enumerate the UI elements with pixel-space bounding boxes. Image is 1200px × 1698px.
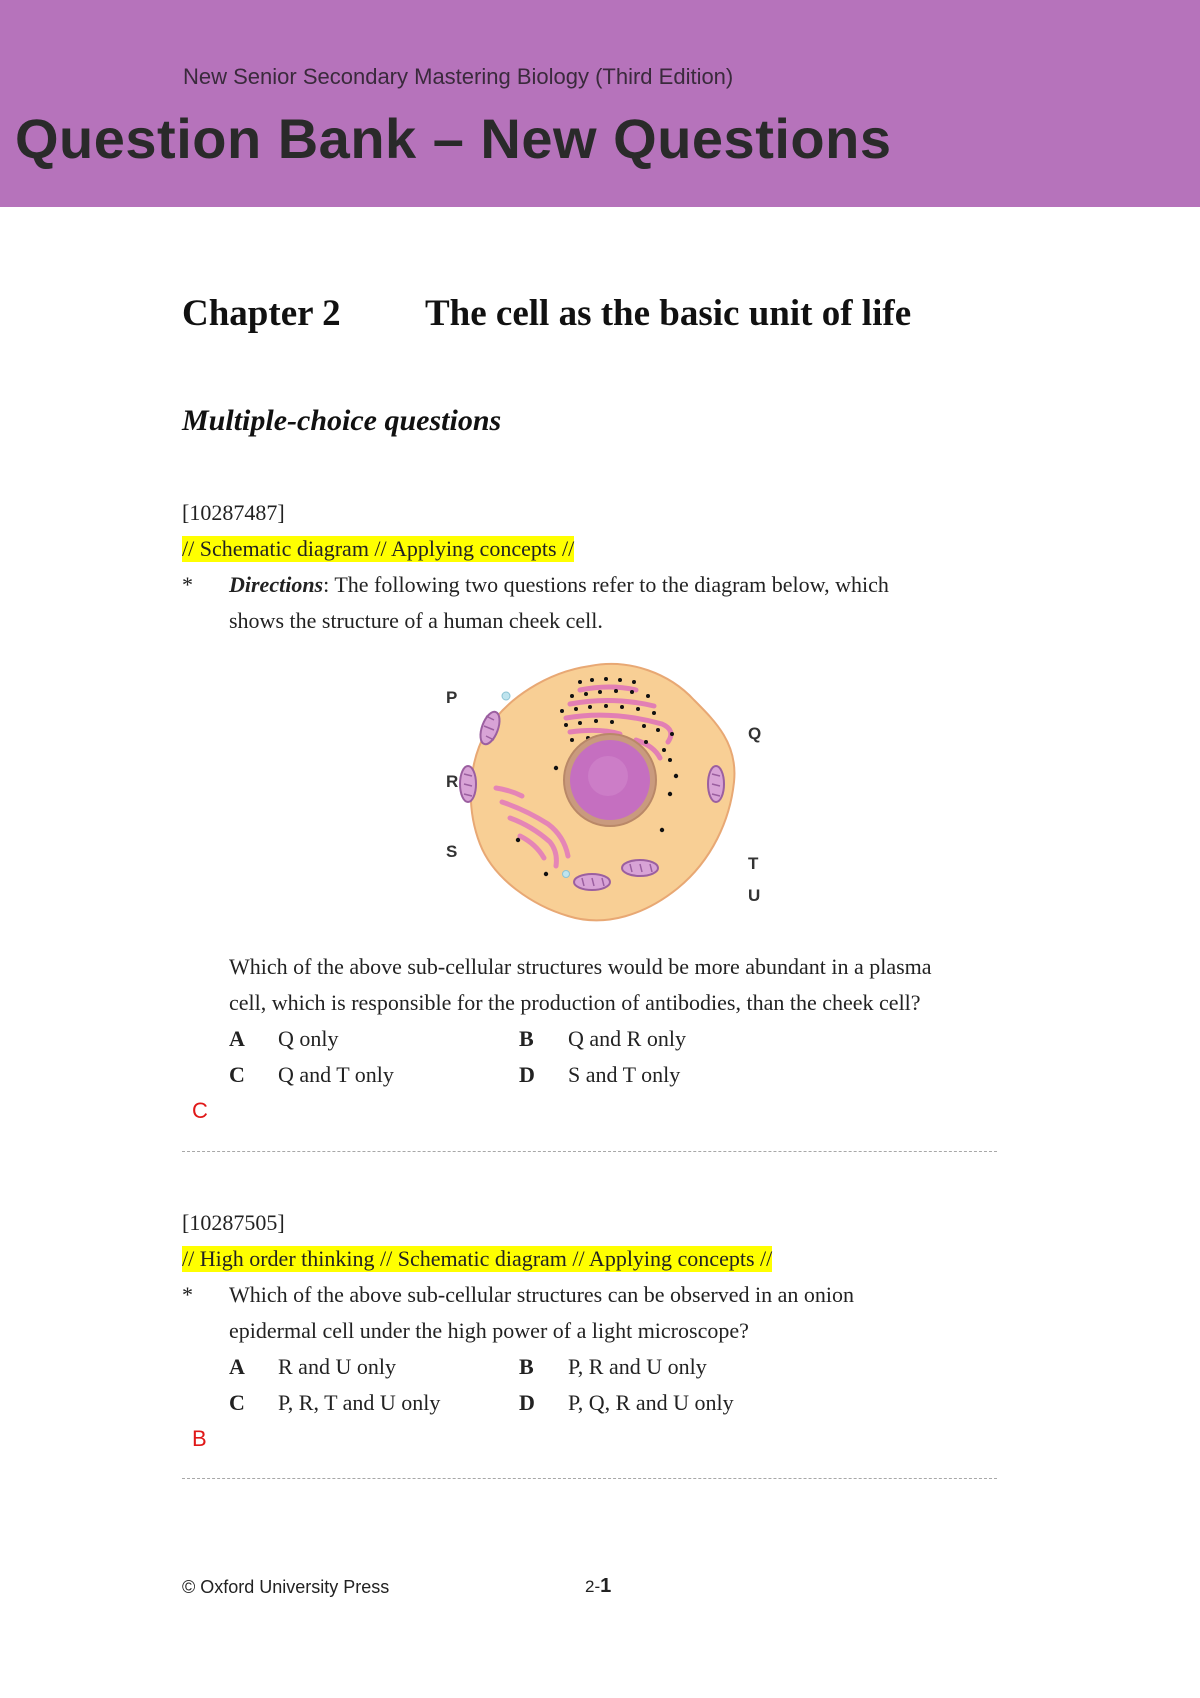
vesicle bbox=[502, 692, 510, 700]
cheek-cell-diagram bbox=[440, 660, 780, 930]
option-letter: C bbox=[229, 1390, 245, 1415]
page-number bbox=[585, 1575, 611, 1598]
question-marker: * bbox=[182, 1282, 193, 1307]
question-id: [10287487] bbox=[182, 500, 285, 525]
option-text: S and T only bbox=[568, 1062, 681, 1087]
question-stem-line-2: cell, which is responsible for the production of antibodies, than the cheek cell? bbox=[229, 990, 921, 1015]
option-letter: B bbox=[519, 1354, 534, 1379]
label-r: R bbox=[446, 772, 459, 791]
option-text: Q and T only bbox=[278, 1062, 394, 1087]
question-separator bbox=[182, 1151, 997, 1152]
footer-copyright: © Oxford University Press bbox=[182, 1577, 390, 1597]
vesicle bbox=[563, 871, 570, 878]
answer-key: C bbox=[192, 1098, 208, 1123]
option-text: P, R and U only bbox=[568, 1354, 707, 1379]
question-bank-title: Question Bank – New Questions bbox=[15, 107, 892, 170]
option-letter: B bbox=[519, 1026, 534, 1051]
option-letter: D bbox=[519, 1062, 535, 1087]
label-t: T bbox=[748, 854, 759, 873]
cell-illustration bbox=[440, 660, 780, 930]
directions-line-1 bbox=[229, 572, 889, 598]
option-text: P, R, T and U only bbox=[278, 1390, 441, 1415]
question-stem-line-1: Which of the above sub-cellular structures can be observed in an onion bbox=[229, 1282, 854, 1307]
question-tags: // Schematic diagram // Applying concepts // bbox=[182, 536, 575, 561]
chapter-title: The cell as the basic unit of life bbox=[425, 293, 912, 334]
page-prefix: 2- bbox=[585, 1577, 601, 1596]
question-marker: * bbox=[182, 572, 193, 597]
directions-text: : The following two questions refer to the diagram below, which bbox=[323, 572, 889, 597]
book-title: New Senior Secondary Mastering Biology (Third Edition) bbox=[183, 64, 734, 89]
nucleolus bbox=[588, 756, 628, 796]
option-text: Q and R only bbox=[568, 1026, 686, 1051]
chapter-heading bbox=[182, 292, 912, 335]
question-separator bbox=[182, 1478, 997, 1479]
option-letter: D bbox=[519, 1390, 535, 1415]
question-stem-line-1: Which of the above sub-cellular structures would be more abundant in a plasma bbox=[229, 954, 932, 979]
label-q: Q bbox=[748, 724, 762, 743]
option-letter: A bbox=[229, 1026, 245, 1051]
option-text: R and U only bbox=[278, 1354, 396, 1379]
header-banner bbox=[0, 0, 1200, 207]
question-tags: // High order thinking // Schematic diagram // Applying concepts // bbox=[182, 1246, 773, 1271]
label-p: P bbox=[446, 688, 458, 707]
option-text: Q only bbox=[278, 1026, 339, 1051]
label-u: U bbox=[748, 886, 761, 905]
question-id: [10287505] bbox=[182, 1210, 285, 1235]
option-letter: C bbox=[229, 1062, 245, 1087]
chapter-number: Chapter 2 bbox=[182, 293, 341, 334]
option-text: P, Q, R and U only bbox=[568, 1390, 734, 1415]
label-s: S bbox=[446, 842, 458, 861]
answer-key: B bbox=[192, 1426, 207, 1451]
option-letter: A bbox=[229, 1354, 245, 1379]
question-stem-line-2: epidermal cell under the high power of a light microscope? bbox=[229, 1318, 749, 1343]
page-number-value: 1 bbox=[600, 1575, 612, 1597]
directions-line-2: shows the structure of a human cheek cell. bbox=[229, 608, 603, 633]
section-title: Multiple-choice questions bbox=[182, 404, 502, 437]
directions-label: Directions bbox=[229, 572, 324, 597]
